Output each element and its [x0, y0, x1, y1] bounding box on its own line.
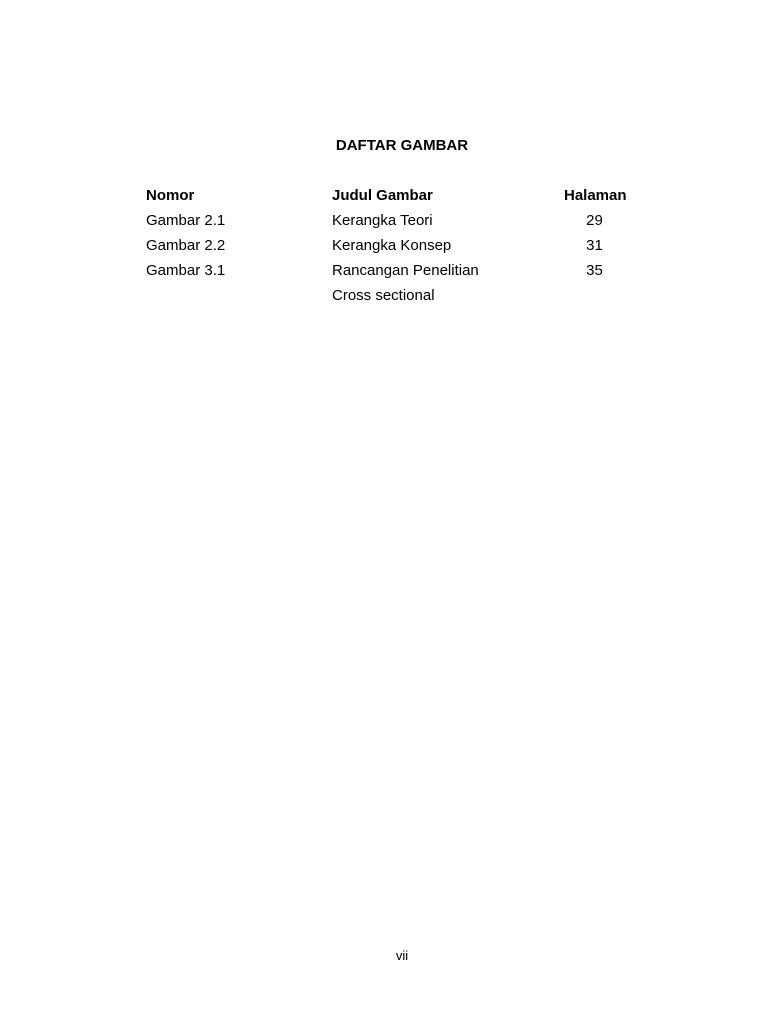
page-title: DAFTAR GAMBAR	[335, 137, 469, 154]
header-halaman: Halaman	[564, 187, 627, 204]
figure-number: Gambar 2.2	[146, 237, 226, 254]
figure-title: Rancangan Penelitian	[332, 262, 479, 279]
figure-title: Kerangka Konsep	[332, 237, 452, 254]
figure-number: Gambar 2.1	[146, 212, 226, 229]
figure-title: Kerangka Teori	[332, 212, 433, 229]
figure-page: 29	[586, 212, 603, 229]
figure-title-continuation: Cross sectional	[332, 287, 435, 304]
page-number: vii	[395, 948, 409, 963]
figure-number: Gambar 3.1	[146, 262, 226, 279]
figure-page: 35	[586, 262, 603, 279]
figure-page: 31	[586, 237, 603, 254]
header-judul-gambar: Judul Gambar	[332, 187, 433, 204]
header-nomor: Nomor	[146, 187, 195, 204]
